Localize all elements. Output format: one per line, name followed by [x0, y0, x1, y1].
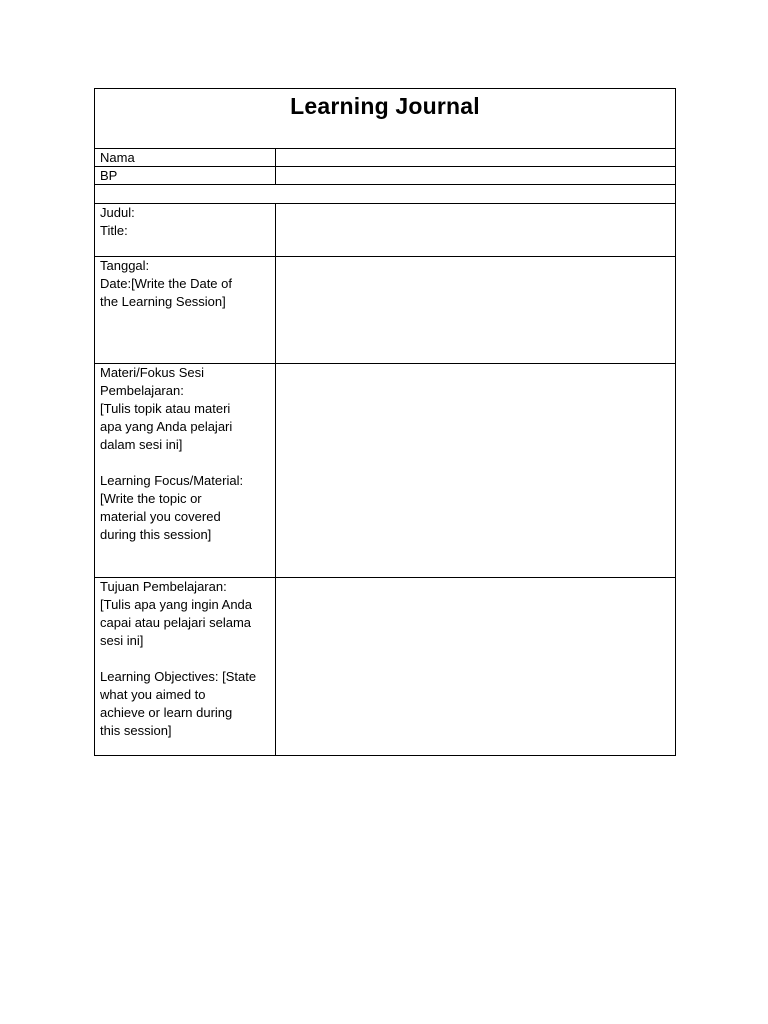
judul-label: Judul:	[100, 205, 135, 220]
materi-label-id: Materi/Fokus Sesi Pembelajaran: [Tulis topik atau materi apa yang Anda pelajari dalam sesi ini]	[100, 365, 233, 452]
tanggal-label-cell	[95, 257, 276, 364]
learning-journal-table	[94, 88, 676, 756]
tujuan-label-en: Learning Objectives: [State what you aimed to achieve or learn during this session]	[100, 669, 257, 738]
bp-field[interactable]	[276, 167, 676, 185]
materi-label-en: Learning Focus/Material: [Write the topic or material you covered during this session]	[100, 473, 244, 542]
tujuan-label-id: Tujuan Pembelajaran: [Tulis apa yang ingin Anda capai atau pelajari selama sesi ini]	[100, 579, 253, 648]
tanggal-field[interactable]	[276, 257, 676, 364]
page-title: Learning Journal	[290, 93, 480, 119]
journal-header	[95, 89, 676, 149]
materi-label-cell	[95, 364, 276, 578]
nama-field[interactable]	[276, 149, 676, 167]
bp-label-cell	[95, 167, 276, 185]
title-label: Title:	[100, 223, 128, 238]
tujuan-field[interactable]	[276, 578, 676, 756]
judul-field[interactable]	[276, 204, 676, 257]
tanggal-label: Tanggal: Date:[Write the Date of the Learning Session]	[100, 258, 232, 309]
nama-label: Nama	[100, 150, 135, 165]
spacer-row	[95, 185, 676, 204]
materi-field[interactable]	[276, 364, 676, 578]
bp-label: BP	[100, 168, 118, 183]
label-gap	[100, 650, 271, 668]
judul-label-cell	[95, 204, 276, 257]
tujuan-label-cell	[95, 578, 276, 756]
nama-label-cell	[95, 149, 276, 167]
label-gap	[100, 454, 271, 472]
